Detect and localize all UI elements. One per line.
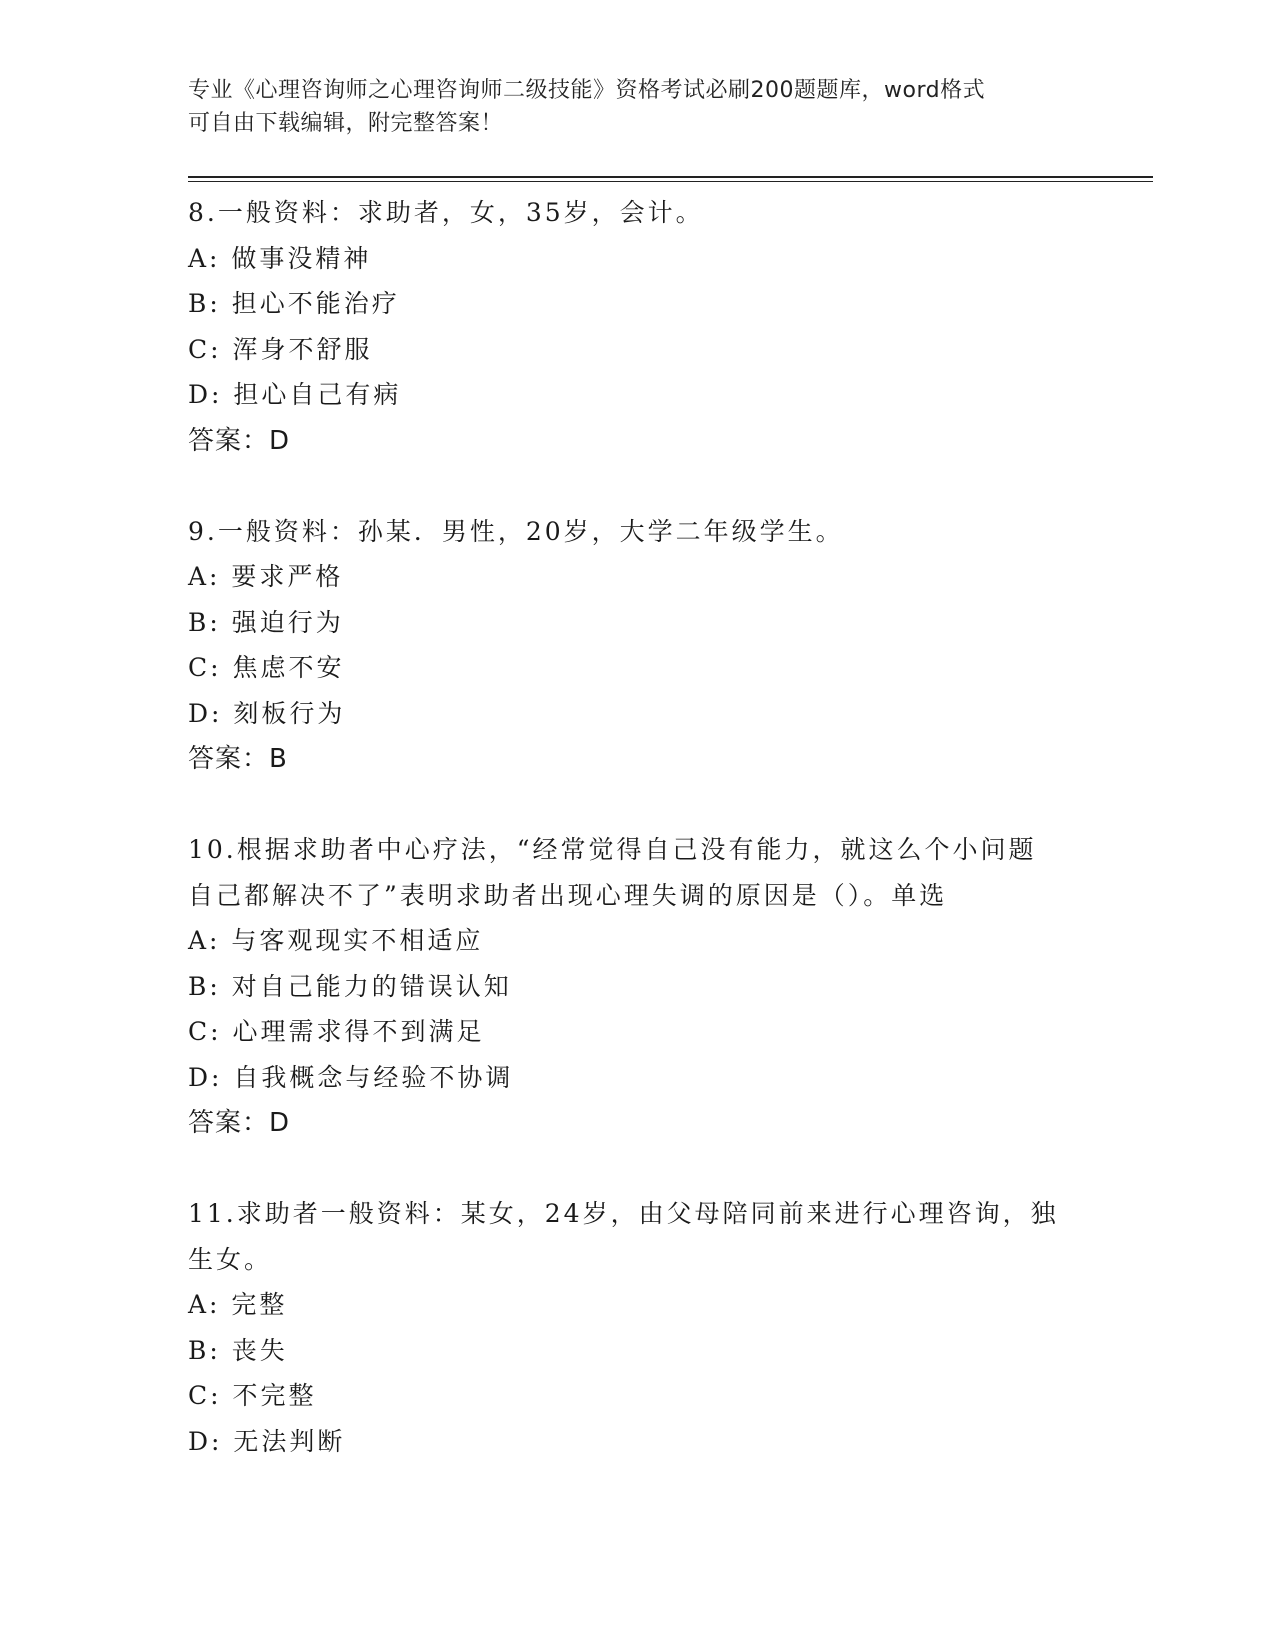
option-a: A: 要求严格 — [188, 562, 344, 591]
option-c: C: 浑身不舒服 — [188, 334, 373, 364]
option-d: D: 自我概念与经验不协调 — [188, 1062, 514, 1092]
option-d: D: 刻板行为 — [188, 698, 346, 728]
option-b: B: 担心不能治疗 — [188, 289, 400, 318]
question-stem: 9.一般资料：孙某．男性，20岁，大学二年级学生。 — [188, 516, 844, 546]
answer-label: 答案：D — [188, 1108, 291, 1138]
option-a: A: 完整 — [188, 1290, 288, 1319]
question-stem-line-2: 生女。 — [188, 1244, 273, 1274]
option-c: C: 心理需求得不到满足 — [188, 1017, 485, 1046]
question-8 — [188, 190, 1088, 464]
question-list — [188, 190, 1088, 1509]
question-11 — [188, 1191, 1088, 1464]
option-a: A: 做事没精神 — [188, 243, 372, 273]
option-c: C: 焦虑不安 — [188, 653, 345, 682]
option-c: C: 不完整 — [188, 1381, 317, 1410]
question-stem: 8.一般资料：求助者，女，35岁，会计。 — [188, 198, 704, 227]
answer-label: 答案：D — [188, 425, 291, 456]
option-b: B: 对自己能力的错误认知 — [188, 971, 512, 1001]
header-line-1: 专业《心理咨询师之心理咨询师二级技能》资格考试必刷200题题库，word格式 — [188, 78, 986, 103]
question-9 — [188, 509, 1088, 783]
option-b: B: 强迫行为 — [188, 607, 344, 637]
option-d: D: 无法判断 — [188, 1426, 346, 1456]
document-header — [188, 74, 1088, 140]
question-stem-line-2: 自己都解决不了”表明求助者出现心理失调的原因是（）。单选 — [188, 880, 948, 910]
question-stem-line-1: 10.根据求助者中心疗法，“经常觉得自己没有能力，就这么个小问题 — [188, 835, 1037, 864]
answer-label: 答案：B — [188, 744, 288, 774]
question-stem-line-1: 11.求助者一般资料：某女，24岁，由父母陪同前来进行心理咨询，独 — [188, 1199, 1059, 1228]
option-a: A: 与客观现实不相适应 — [188, 926, 484, 955]
header-rule-thick — [188, 176, 1153, 178]
header-line-2: 可自由下载编辑，附完整答案！ — [188, 111, 504, 136]
question-10 — [188, 827, 1088, 1146]
header-rule-thin — [188, 181, 1153, 182]
option-d: D: 担心自己有病 — [188, 380, 402, 409]
option-b: B: 丧失 — [188, 1335, 288, 1365]
